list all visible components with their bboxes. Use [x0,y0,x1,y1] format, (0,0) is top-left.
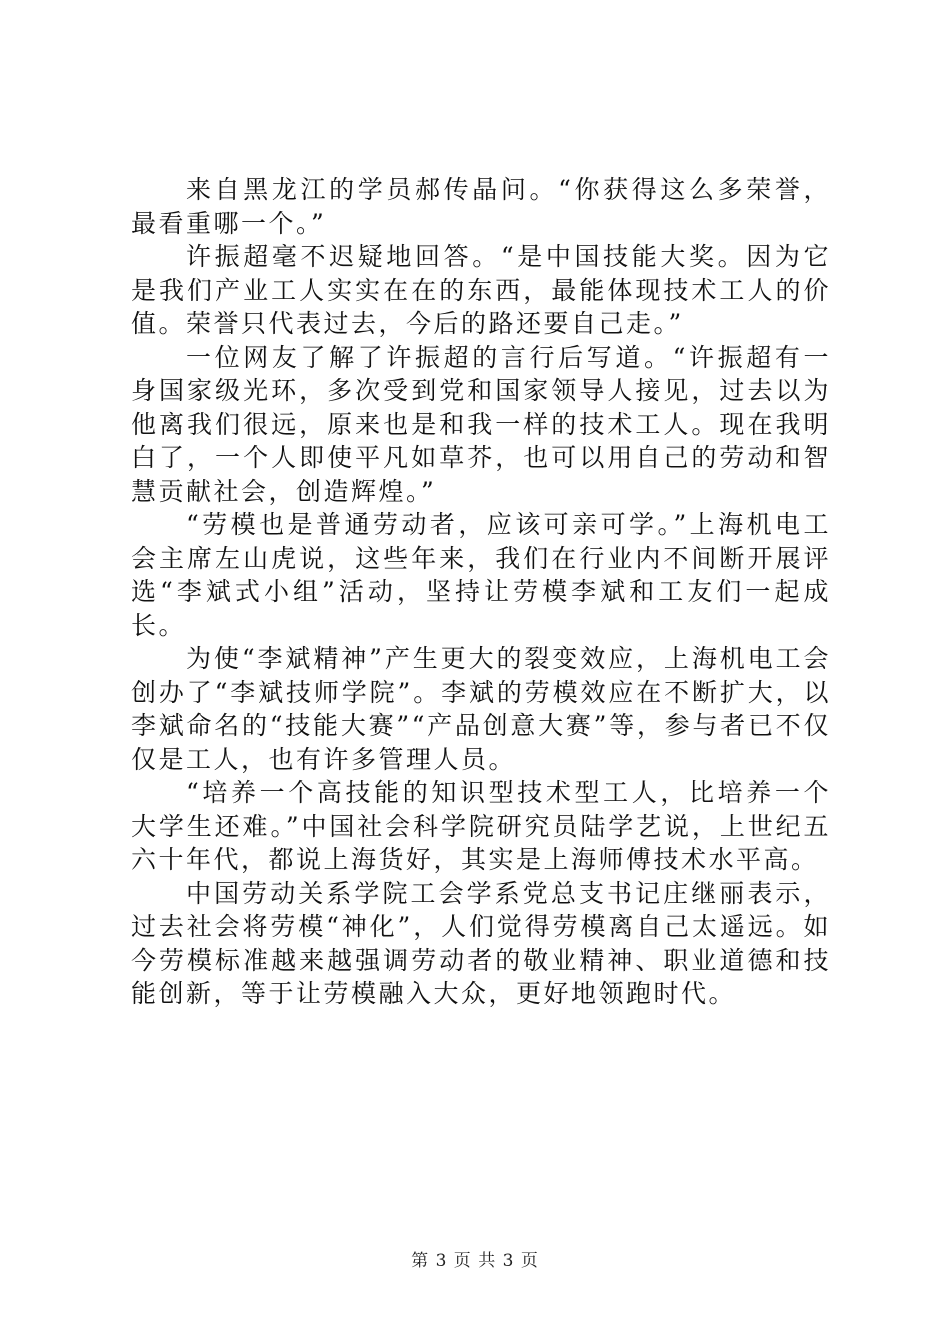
paragraph: 许振超毫不迟疑地回答。“是中国技能大奖。因为它是我们产业工人实实在在的东西，最能体现技术工人的价值。荣誉只代表过去，今后的路还要自己走。” [131,242,831,338]
paragraph: 为使“李斌精神”产生更大的裂变效应，上海机电工会创办了“李斌技师学院”。李斌的劳模效应在不断扩大，以李斌命名的“技能大赛”“产品创意大赛”等，参与者已不仅仅是工人，也有许多管理人员。 [131,644,831,774]
paragraph: 一位网友了解了许振超的言行后写道。“许振超有一身国家级光环，多次受到党和国家领导人接见，过去以为他离我们很远，原来也是和我一样的技术工人。现在我明白了，一个人即使平凡如草芥，也可以用自己的劳动和智慧贡献社会，创造辉煌。” [131,342,831,506]
paragraph: “培养一个高技能的知识型技术型工人，比培养一个大学生还难。”中国社会科学院研究员陆学艺说，上世纪五六十年代，都说上海货好，其实是上海师傅技术水平高。 [131,778,831,874]
article-body [131,173,831,1011]
paragraph: 来自黑龙江的学员郝传晶问。“你获得这么多荣誉，最看重哪一个。” [131,175,831,238]
paragraph: 中国劳动关系学院工会学系党总支书记庄继丽表示，过去社会将劳模“神化”，人们觉得劳模离自己太遥远。如今劳模标准越来越强调劳动者的敬业精神、职业道德和技能创新，等于让劳模融入大众，更好地领跑时代。 [131,878,831,1008]
page-number-footer: 第 3 页 共 3 页 [411,1251,539,1271]
paragraph: “劳模也是普通劳动者，应该可亲可学。”上海机电工会主席左山虎说，这些年来，我们在行业内不间断开展评选“李斌式小组”活动，坚持让劳模李斌和工友们一起成长。 [131,510,831,640]
